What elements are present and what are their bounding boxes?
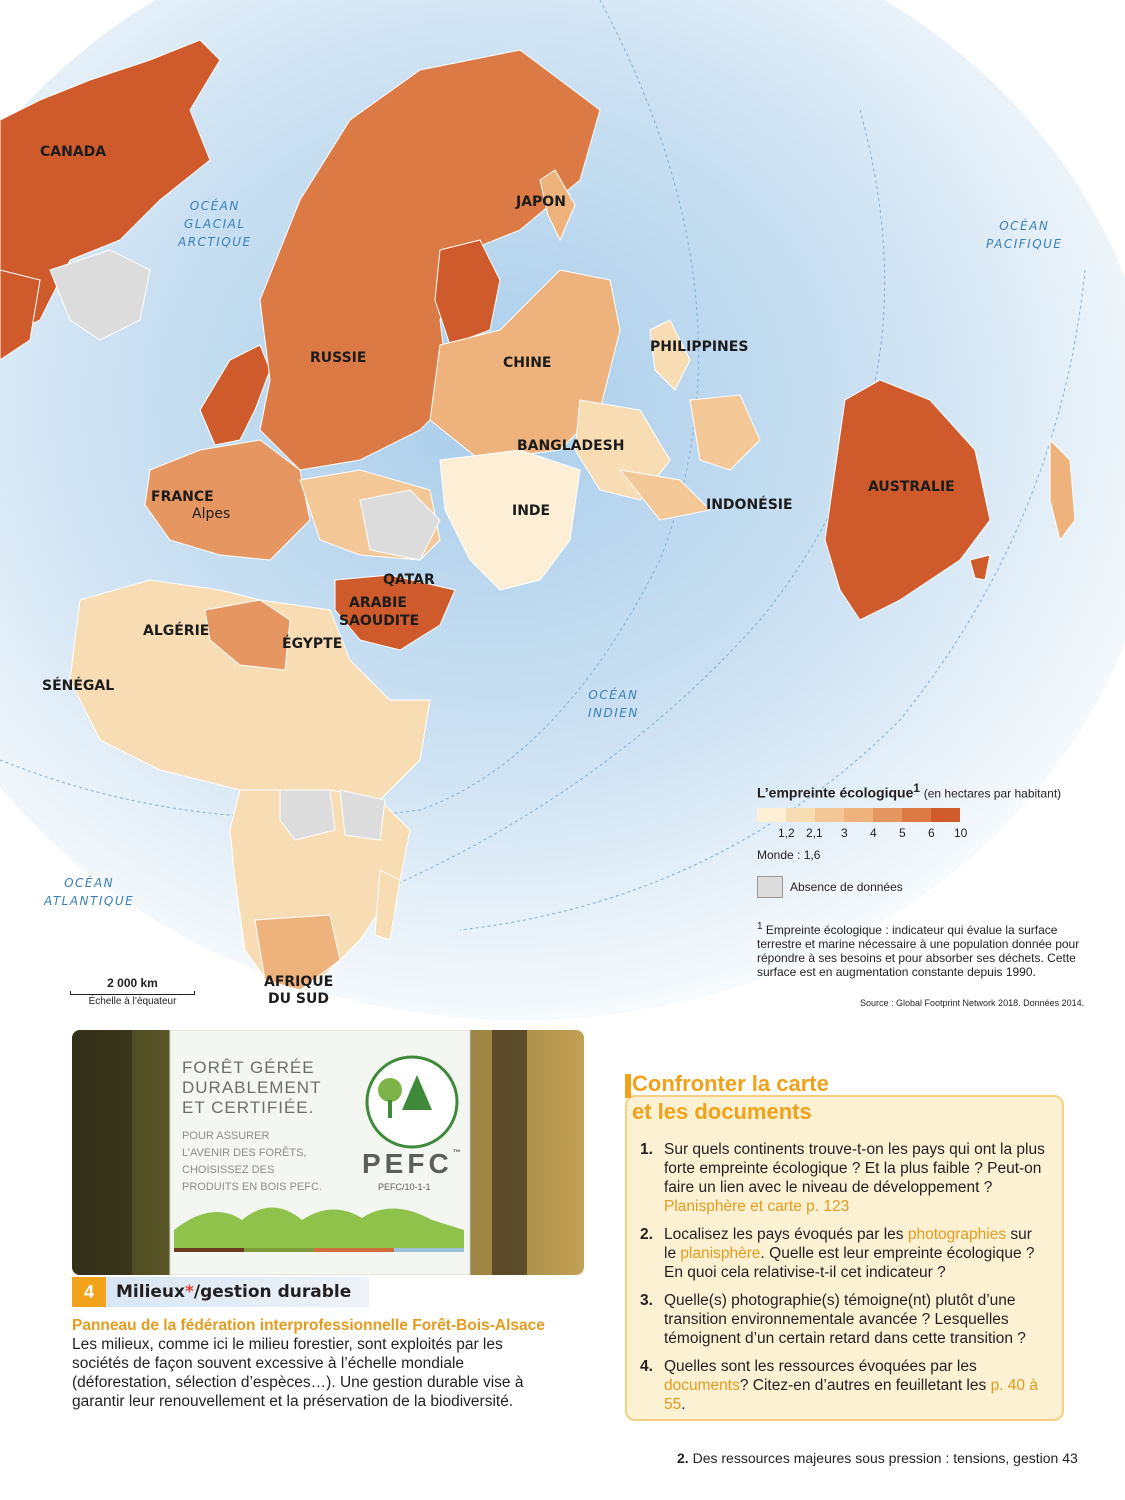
question-number: 1. bbox=[640, 1141, 653, 1158]
ocean-label-line: OCÉAN bbox=[999, 219, 1050, 233]
country-label-saoudite: SAOUDITE bbox=[339, 613, 420, 629]
country-label-qatar: QATAR bbox=[383, 572, 435, 588]
legend-unit: (en hectares par habitant) bbox=[923, 786, 1062, 801]
question-text bbox=[664, 1140, 1045, 1216]
question-number: 4. bbox=[640, 1358, 653, 1375]
question-text-part: Quelles sont les ressources évoquées par les bbox=[664, 1358, 977, 1375]
question-text-part: Localisez les pays évoqués par les bbox=[664, 1226, 908, 1243]
sign-headline-line: FORÊT GÉRÉE bbox=[182, 1058, 315, 1077]
legend-tick: 10 bbox=[954, 826, 968, 840]
question-text: Quelle(s) photographie(s) témoigne(nt) plutôt d’une transition environnementale avancée ? Lesquelles témoignent d’un certain retard dans cette transition ? bbox=[664, 1292, 1026, 1347]
sign-subtext-line: POUR ASSURER bbox=[182, 1130, 270, 1142]
ocean-label-line: OCÉAN bbox=[64, 876, 115, 890]
country-label-india: INDE bbox=[512, 503, 551, 519]
sign-subtext-line: CHOISISSEZ DES bbox=[182, 1164, 275, 1176]
document-title bbox=[106, 1277, 369, 1307]
footnote-text: Empreinte écologique : indicateur qui évalue la surface terrestre et marine nécessaire à une population donnée pour répondre à ses besoins et pour absorber ses déchets. Cette surface est en augmentation constante depuis 1990. bbox=[757, 923, 1080, 979]
question-reference: photographies bbox=[907, 1226, 1007, 1243]
country-label-algeria: ALGÉRIE bbox=[143, 623, 210, 639]
region-label-alpes: Alpes bbox=[192, 506, 231, 522]
scale-note: Échelle à l’équateur bbox=[88, 996, 177, 1007]
ocean-label-pacific bbox=[986, 217, 1063, 253]
country-label-du-sud: DU SUD bbox=[268, 991, 329, 1007]
question-number: 3. bbox=[640, 1292, 653, 1309]
question-item bbox=[640, 1291, 1045, 1348]
document-title-a: Milieux bbox=[116, 1282, 185, 1302]
scale-distance: 2 000 km bbox=[107, 976, 158, 990]
country-label-russia: RUSSIE bbox=[310, 350, 367, 366]
ocean-label-line: GLACIAL bbox=[184, 217, 246, 231]
legend-title bbox=[757, 782, 1061, 801]
legend-footnote bbox=[757, 920, 1097, 979]
sign-subtext-line: L’AVENIR DES FORÊTS, bbox=[182, 1147, 307, 1159]
questions-title-line: et les documents bbox=[632, 1099, 812, 1124]
question-text-part: . bbox=[681, 1396, 686, 1413]
map-source: Source : Global Footprint Network 2018. Données 2014. bbox=[860, 998, 1085, 1008]
questions-title bbox=[632, 1070, 829, 1126]
question-number: 2. bbox=[640, 1226, 653, 1243]
questions-title-line: Confronter la carte bbox=[632, 1071, 829, 1096]
glossary-star: * bbox=[185, 1282, 194, 1302]
document-number: 4 bbox=[72, 1277, 106, 1307]
document-header bbox=[72, 1277, 369, 1307]
questions-title-bar bbox=[625, 1074, 631, 1098]
document-title-b: /gestion durable bbox=[193, 1282, 352, 1302]
ocean-label-indian bbox=[588, 686, 639, 722]
pefc-trademark: ™ bbox=[452, 1148, 465, 1157]
ocean-label-atlantic bbox=[44, 874, 134, 910]
question-text bbox=[664, 1225, 1045, 1282]
question-item bbox=[640, 1357, 1045, 1414]
legend-title-text: L’empreinte écologique bbox=[757, 784, 914, 801]
question-item bbox=[640, 1140, 1045, 1216]
question-reference: Planisphère et carte p. 123 bbox=[664, 1198, 850, 1215]
country-label-canada: CANADA bbox=[40, 144, 107, 160]
question-text-part: Sur quels continents trouve-t-on les pays qui ont la plus forte empreinte écologique ? Et la plus faible ? Peut-on faire un lien avec le niveau de développement ? bbox=[664, 1141, 1045, 1196]
legend-swatch bbox=[844, 808, 873, 822]
document-caption: Panneau de la fédération interprofessionnelle Forêt-Bois-Alsace bbox=[72, 1317, 545, 1334]
country-label-bangladesh: BANGLADESH bbox=[517, 438, 625, 454]
ocean-label-line: INDIEN bbox=[588, 706, 639, 720]
ocean-label-line: PACIFIQUE bbox=[986, 237, 1063, 251]
ocean-label-line: OCÉAN bbox=[189, 199, 240, 213]
legend-swatch bbox=[786, 808, 815, 822]
pefc-logo-text bbox=[362, 1148, 465, 1180]
ocean-label-arctic bbox=[178, 197, 252, 251]
legend-tick: 6 bbox=[928, 826, 935, 840]
ocean-label-line: OCÉAN bbox=[588, 688, 639, 702]
country-label-philippines: PHILIPPINES bbox=[650, 339, 749, 355]
country-label-arabie: ARABIE bbox=[349, 595, 407, 611]
legend-tick: 2,1 bbox=[806, 826, 823, 840]
country-label-japan: JAPON bbox=[516, 194, 566, 210]
footer-chapter-title: Des ressources majeures sous pression : tensions, gestion bbox=[692, 1450, 1059, 1466]
legend-title-sup: 1 bbox=[913, 782, 920, 795]
question-text bbox=[664, 1357, 1045, 1414]
legend-nodata-swatch bbox=[757, 876, 783, 898]
sign-subtext bbox=[182, 1128, 322, 1196]
legend-tick: 4 bbox=[870, 826, 877, 840]
question-text-part: . Quelle est leur empreinte écologique ? En quoi cela relativise-t-il cet indicateur ? bbox=[664, 1245, 1035, 1281]
legend-tick: 5 bbox=[899, 826, 906, 840]
question-text-part: sur le bbox=[664, 1226, 1032, 1262]
ocean-label-line: ARCTIQUE bbox=[178, 235, 252, 249]
legend-color-scale bbox=[757, 808, 960, 822]
page-number: 43 bbox=[1062, 1450, 1078, 1466]
scale-bar bbox=[70, 976, 195, 1007]
sign-headline bbox=[182, 1058, 321, 1118]
question-item bbox=[640, 1225, 1045, 1282]
forest-sign-photo bbox=[72, 1030, 584, 1275]
question-reference: p. 40 à 55 bbox=[664, 1377, 1038, 1413]
question-reference: planisphère bbox=[680, 1245, 761, 1262]
legend-swatch bbox=[873, 808, 902, 822]
legend-world-value: Monde : 1,6 bbox=[757, 848, 821, 862]
legend-swatch bbox=[931, 808, 960, 822]
pefc-logo-word: PEFC bbox=[362, 1148, 453, 1179]
legend-nodata-label: Absence de données bbox=[790, 880, 903, 894]
ocean-label-line: ATLANTIQUE bbox=[44, 894, 135, 908]
sign-headline-line: DURABLEMENT bbox=[182, 1078, 322, 1097]
country-label-egypt: ÉGYPTE bbox=[282, 636, 343, 652]
photo-canvas bbox=[72, 1030, 584, 1275]
question-reference: documents bbox=[664, 1377, 740, 1394]
legend-tick: 3 bbox=[841, 826, 848, 840]
country-label-afrique: AFRIQUE bbox=[264, 974, 334, 990]
country-label-australia: AUSTRALIE bbox=[868, 479, 955, 495]
country-label-france: FRANCE bbox=[151, 489, 214, 505]
document-text bbox=[72, 1316, 562, 1411]
question-text-part: ? Citez-en d’autres en feuilletant les bbox=[739, 1377, 991, 1394]
scale-line bbox=[70, 991, 195, 995]
footnote-number: 1 bbox=[757, 921, 763, 932]
country-label-china: CHINE bbox=[503, 355, 552, 371]
questions-list bbox=[640, 1140, 1045, 1423]
document-body: Les milieux, comme ici le milieu forestier, sont exploités par les sociétés de façon souvent excessive à l’échelle mondiale (déforestation, sélection d’espèces…). Une gestion durable vise à garantir leur renouvellement et la préservation de la biodiversité. bbox=[72, 1336, 524, 1410]
country-label-indonesia: INDONÉSIE bbox=[706, 497, 793, 513]
legend-swatch bbox=[815, 808, 844, 822]
pefc-code: PEFC/10-1-1 bbox=[378, 1182, 431, 1192]
country-label-senegal: SÉNÉGAL bbox=[42, 678, 115, 694]
sign-subtext-line: PRODUITS EN BOIS PEFC. bbox=[182, 1181, 322, 1193]
footer-chapter-number: 2. bbox=[677, 1450, 689, 1466]
page-footer bbox=[677, 1450, 1078, 1466]
legend-swatch bbox=[757, 808, 786, 822]
legend-tick: 1,2 bbox=[778, 826, 795, 840]
legend-swatch bbox=[902, 808, 931, 822]
sign-headline-line: ET CERTIFIÉE. bbox=[182, 1098, 315, 1117]
